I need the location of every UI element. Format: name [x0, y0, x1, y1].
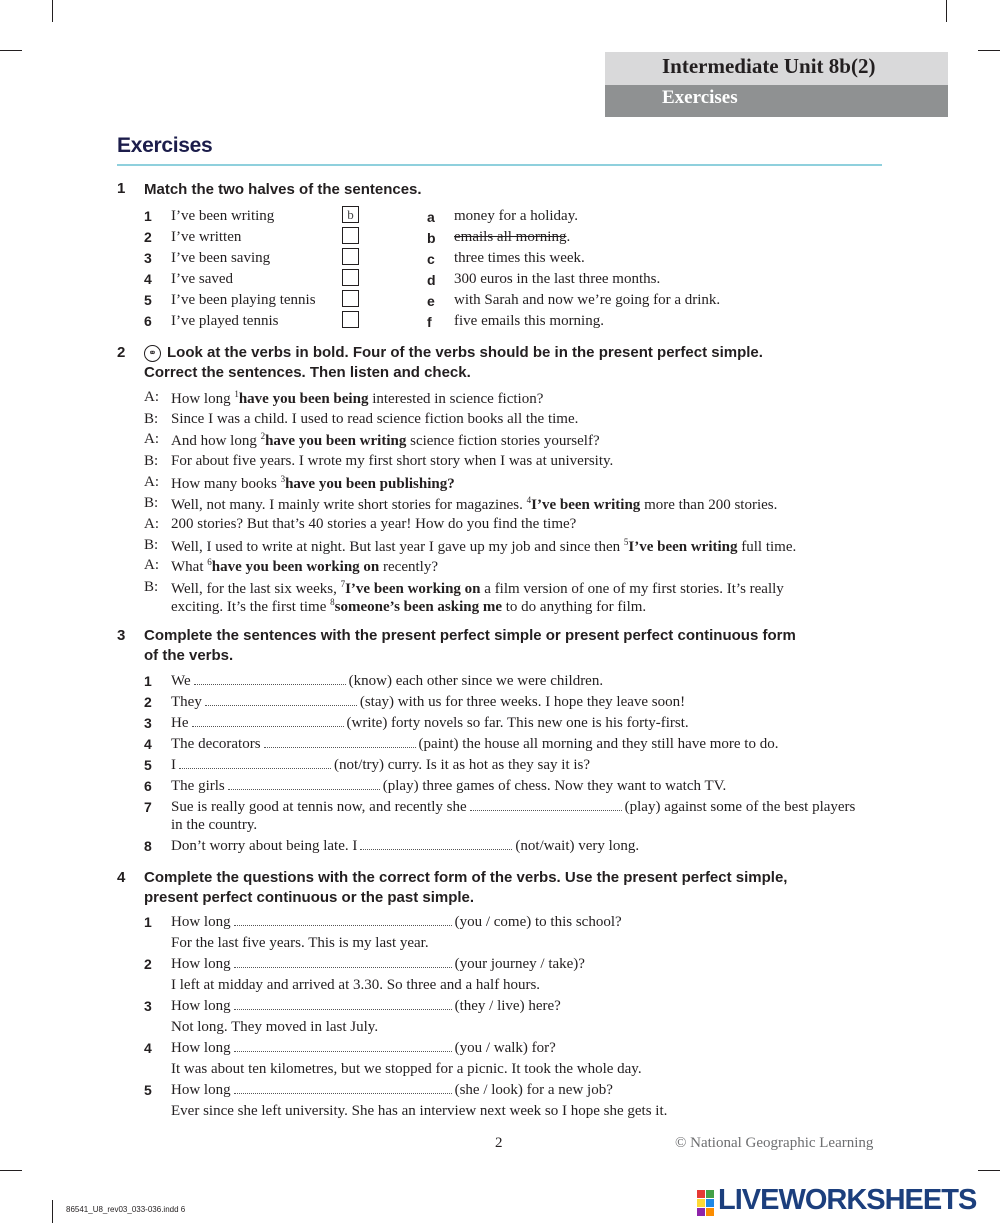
dialogue-text: more than 200 stories.: [640, 497, 778, 513]
dialogue-text: to do anything for film.: [502, 599, 647, 615]
item-number: 6: [144, 778, 152, 794]
exercise-2-instruction: [144, 343, 864, 383]
item-text: (write) forty novels so far. This new one is his forty-first.: [346, 715, 689, 731]
answer-box[interactable]: [342, 290, 359, 307]
item-text: (play) against some of the best players: [624, 799, 856, 815]
bold-verb: have you been writing: [265, 433, 407, 449]
answer-blank[interactable]: [234, 1092, 452, 1094]
answer-box[interactable]: [342, 227, 359, 244]
item-number: 4: [144, 1040, 152, 1056]
option-letter: e: [427, 293, 435, 309]
item-number: 1: [144, 673, 152, 689]
option-punctuation: .: [566, 229, 571, 245]
speaker-label: B:: [144, 495, 159, 511]
dialogue-text: Well, not many. I mainly write short stories for magazines.: [171, 497, 527, 513]
item-text: We: [171, 673, 191, 689]
speaker-label: B:: [144, 411, 159, 427]
speaker-label: A:: [144, 516, 159, 532]
dialogue-text: science fiction stories yourself?: [406, 433, 600, 449]
item-index: 6: [207, 557, 212, 567]
match-item: [144, 271, 344, 291]
dialogue-text: Well, for the last six weeks,: [171, 581, 341, 597]
crop-mark: [0, 50, 22, 51]
item-number: 2: [144, 956, 152, 972]
bold-verb: someone’s been asking me: [334, 599, 502, 615]
item-text: (not/wait) very long.: [515, 838, 640, 854]
match-item: [144, 313, 344, 333]
item-number: 5: [144, 1082, 152, 1098]
dialogue-text: How long: [171, 391, 235, 407]
option-text: 300 euros in the last three months.: [454, 271, 661, 287]
item-text: How long: [171, 998, 231, 1014]
item-text: He: [171, 715, 189, 731]
option-letter: d: [427, 272, 436, 288]
item-number: 6: [144, 313, 152, 329]
crop-mark: [946, 0, 947, 22]
item-number: 3: [144, 715, 152, 731]
item-index: 8: [330, 597, 335, 607]
instruction-line-2: Correct the sentences. Then listen and check.: [144, 364, 471, 381]
dialogue-text: a film version of one of my first stories. It’s really: [480, 581, 784, 597]
item-text: (they / live) here?: [454, 998, 561, 1014]
dialogue-text: exciting. It’s the first time: [171, 599, 331, 615]
unit-title: Intermediate Unit 8b(2): [662, 54, 876, 78]
dialogue-text: For about five years. I wrote my first short story when I was at university.: [171, 453, 614, 469]
exercise-4-instruction: [144, 868, 864, 908]
item-number: 3: [144, 250, 152, 266]
speaker-label: B:: [144, 579, 159, 595]
exercise-4-number: 4: [117, 869, 126, 886]
match-item: [144, 292, 344, 312]
item-text: I’ve written: [171, 229, 242, 245]
item-text: I: [171, 757, 176, 773]
item-number: 1: [144, 208, 152, 224]
page-number: 2: [495, 1135, 503, 1151]
dialogue-text: interested in science fiction?: [368, 391, 544, 407]
liveworksheets-logo-text: LIVEWORKSHEETS: [718, 1184, 977, 1216]
item-text: (you / come) to this school?: [454, 914, 622, 930]
item-index: 3: [280, 474, 286, 484]
answer-blank[interactable]: [234, 966, 452, 968]
answer-blank[interactable]: [205, 704, 357, 706]
item-number: 8: [144, 838, 152, 854]
exercise-3-number: 3: [117, 627, 126, 644]
item-text: (your journey / take)?: [454, 956, 585, 972]
answer-blank[interactable]: [360, 848, 512, 850]
struck-option-text: emails all morning: [454, 229, 567, 245]
item-number: 3: [144, 998, 152, 1014]
item-number: 2: [144, 694, 152, 710]
item-text: How long: [171, 956, 231, 972]
instruction-line-2: of the verbs.: [144, 647, 234, 664]
speaker-label: A:: [144, 389, 159, 405]
item-text: I’ve been writing: [171, 208, 275, 224]
item-text: (she / look) for a new job?: [454, 1082, 613, 1098]
item-number: 1: [144, 914, 152, 930]
match-item: [144, 250, 344, 270]
dialogue-text: How many books: [171, 476, 281, 492]
answer-blank[interactable]: [234, 1050, 452, 1052]
item-answer-text: It was about ten kilometres, but we stopped for a picnic. It took the whole day.: [171, 1061, 642, 1077]
header-subtitle-band: [605, 85, 948, 117]
answer-box[interactable]: [342, 269, 359, 286]
item-text: Don’t worry about being late. I: [171, 838, 358, 854]
instruction-line-2: present perfect continuous or the past simple.: [144, 889, 475, 906]
speaker-label: B:: [144, 453, 159, 469]
item-number: 5: [144, 757, 152, 773]
item-number: 4: [144, 271, 152, 287]
option-letter: c: [427, 251, 435, 267]
item-text: I’ve played tennis: [171, 313, 279, 329]
speaker-label: A:: [144, 431, 159, 447]
answer-box[interactable]: b: [342, 206, 359, 223]
crop-mark: [0, 1170, 22, 1171]
item-text: How long: [171, 1082, 231, 1098]
dialogue-text: full time.: [737, 539, 797, 555]
item-text: They: [171, 694, 202, 710]
item-number: 2: [144, 229, 152, 245]
answer-blank[interactable]: [234, 1008, 452, 1010]
item-number: 4: [144, 736, 152, 752]
item-text: I’ve been saving: [171, 250, 271, 266]
bold-verb: I’ve been writing: [628, 539, 738, 555]
item-text: I’ve been playing tennis: [171, 292, 316, 308]
answer-blank[interactable]: [194, 683, 346, 685]
item-text: The decorators: [171, 736, 261, 752]
item-index: 7: [340, 579, 346, 589]
option-letter: f: [427, 314, 432, 330]
item-number: 5: [144, 292, 152, 308]
item-index: 2: [260, 431, 266, 441]
item-text: (you / walk) for?: [454, 1040, 556, 1056]
answer-blank[interactable]: [470, 809, 622, 811]
dialogue-text: Since I was a child. I used to read science fiction books all the time.: [171, 411, 579, 427]
item-answer-text: I left at midday and arrived at 3.30. So three and a half hours.: [171, 977, 541, 993]
dialogue-text: And how long: [171, 433, 261, 449]
dialogue-text: Well, I used to write at night. But last year I gave up my job and since then: [171, 539, 624, 555]
option-letter: a: [427, 209, 435, 225]
item-text: in the country.: [171, 817, 258, 833]
speaker-label: B:: [144, 537, 159, 553]
match-item: [144, 208, 344, 228]
answer-blank[interactable]: [179, 767, 331, 769]
item-answer-text: Ever since she left university. She has an interview next week so I hope she gets it.: [171, 1103, 668, 1119]
bold-verb: have you been publishing?: [285, 476, 455, 492]
item-text: How long: [171, 914, 231, 930]
item-text: The girls: [171, 778, 225, 794]
crop-mark: [978, 1170, 1000, 1171]
option-text-used: [454, 229, 570, 246]
dialogue-text: 200 stories? But that’s 40 stories a year! How do you find the time?: [171, 516, 577, 532]
bold-verb: I’ve been working on: [345, 581, 481, 597]
speaker-label: A:: [144, 474, 159, 490]
option-text: five emails this morning.: [454, 313, 604, 329]
exercise-2-number: 2: [117, 344, 126, 361]
crop-mark: [52, 1200, 53, 1223]
item-index: 4: [526, 495, 532, 505]
item-text: Sue is really good at tennis now, and recently she: [171, 799, 467, 815]
answer-blank[interactable]: [228, 788, 380, 790]
copyright-notice: © National Geographic Learning: [675, 1135, 874, 1151]
heading-divider: [117, 164, 882, 166]
instruction-line-1: Look at the verbs in bold. Four of the verbs should be in the present perfect simple.: [167, 344, 763, 361]
exercise-3-instruction: [144, 626, 864, 666]
item-text: (not/try) curry. Is it as hot as they say it is?: [334, 757, 591, 773]
item-index: 5: [623, 537, 629, 547]
item-text: (stay) with us for three weeks. I hope they leave soon!: [359, 694, 686, 710]
answer-blank[interactable]: [264, 746, 416, 748]
item-text: How long: [171, 1040, 231, 1056]
match-item: [144, 229, 344, 249]
item-text: (paint) the house all morning and they still have more to do.: [418, 736, 779, 752]
answer-box[interactable]: [342, 248, 359, 265]
speaker-label: A:: [144, 557, 159, 573]
item-number: 7: [144, 799, 152, 815]
unit-subtitle: Exercises: [662, 87, 738, 108]
bold-verb: I’ve been writing: [531, 497, 641, 513]
answer-blank[interactable]: [192, 725, 344, 727]
option-letter: b: [427, 230, 436, 246]
option-text: money for a holiday.: [454, 208, 578, 224]
option-text: three times this week.: [454, 250, 585, 266]
exercise-1-number: 1: [117, 180, 126, 197]
item-answer-text: Not long. They moved in last July.: [171, 1019, 379, 1035]
crop-mark: [52, 0, 53, 22]
answer-blank[interactable]: [234, 924, 452, 926]
page-title: Exercises: [117, 134, 213, 157]
bold-verb: have you been being: [238, 391, 369, 407]
instruction-line-1: Complete the questions with the correct form of the verbs. Use the present perfect simple,: [144, 869, 788, 886]
dialogue-text: recently?: [379, 559, 438, 575]
item-text: (know) each other since we were children.: [348, 673, 604, 689]
answer-box[interactable]: [342, 311, 359, 328]
option-text: with Sarah and now we’re going for a drink.: [454, 292, 721, 308]
exercise-1-instruction: Match the two halves of the sentences.: [144, 181, 422, 198]
crop-mark: [978, 50, 1000, 51]
bold-verb: have you been working on: [211, 559, 380, 575]
instruction-line-1: Complete the sentences with the present perfect simple or present perfect continuous form: [144, 627, 796, 644]
file-info: 86541_U8_rev03_033-036.indd 6: [66, 1205, 186, 1214]
dialogue-text: What: [171, 559, 208, 575]
item-text: I’ve saved: [171, 271, 234, 287]
item-text: (play) three games of chess. Now they want to watch TV.: [382, 778, 727, 794]
item-index: 1: [234, 389, 239, 399]
audio-cd-icon[interactable]: ⚭: [144, 345, 161, 362]
item-answer-text: For the last five years. This is my last year.: [171, 935, 429, 951]
